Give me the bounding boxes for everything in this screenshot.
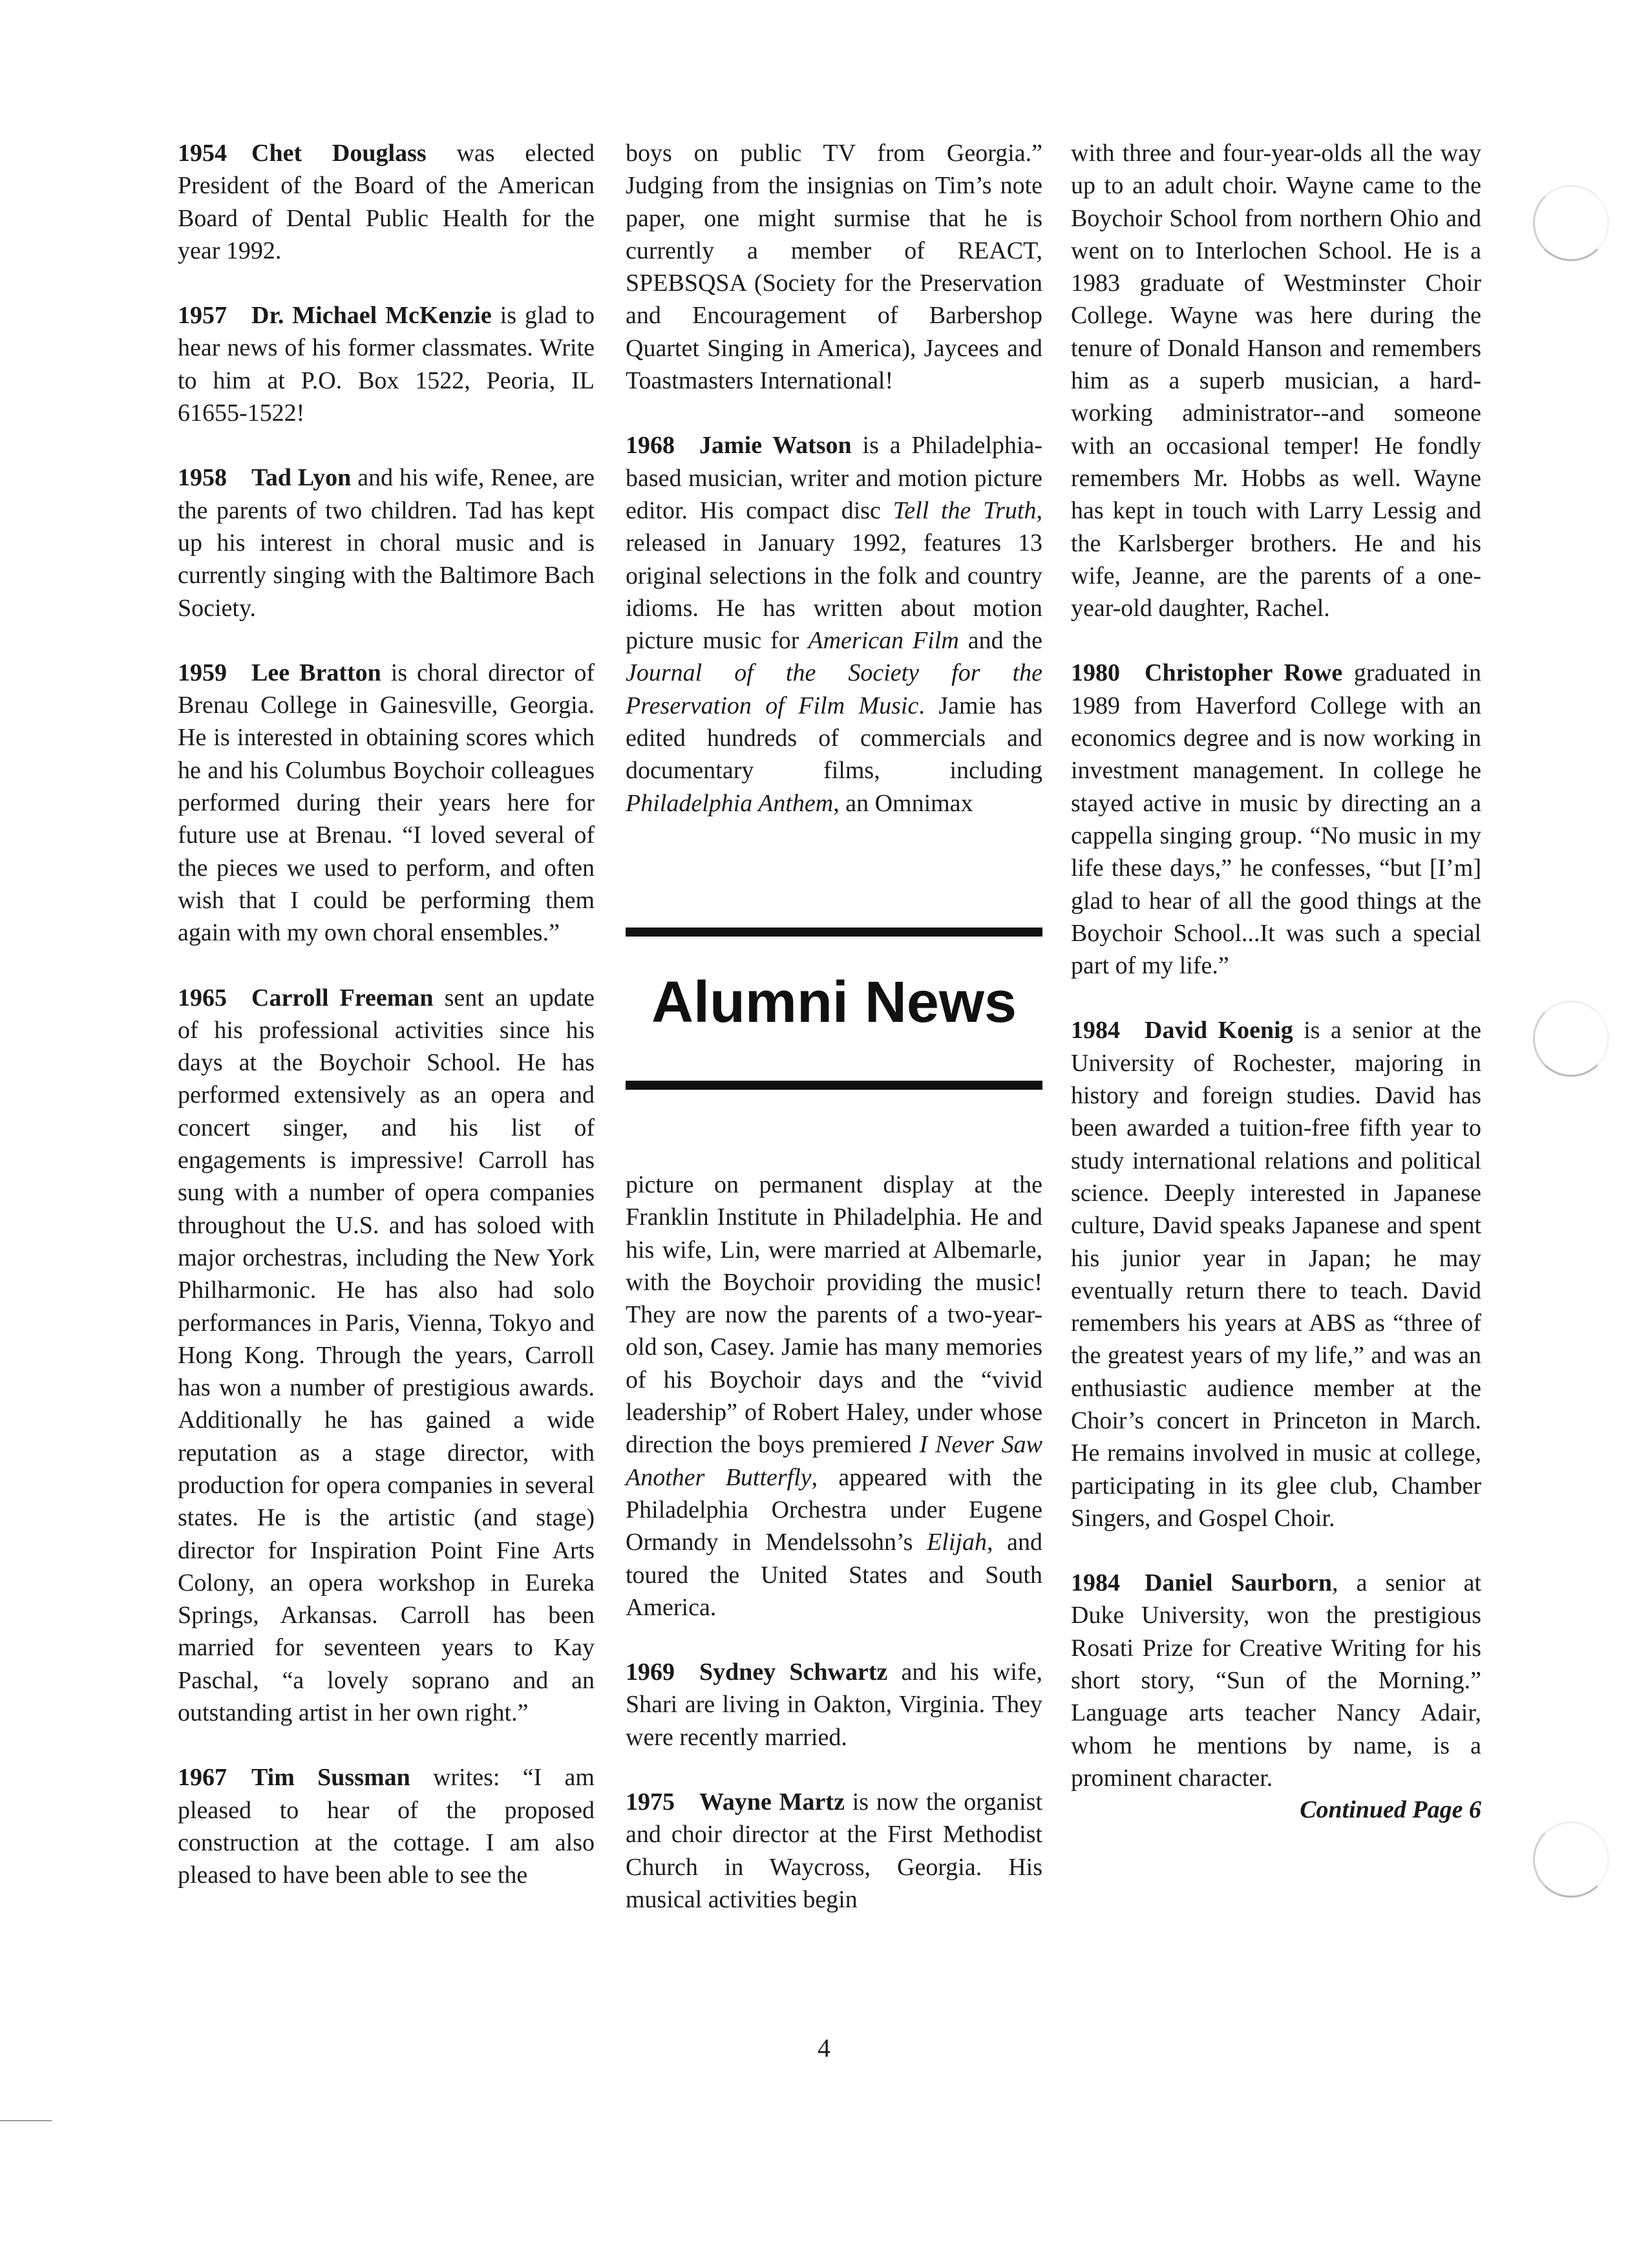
alumni-entry-1975: 1975 Wayne Martz is now the organist and choir director at the First Methodist Church in Waycross, Georgia. His musical activities begin — [626, 1788, 1042, 1913]
masthead-rule-top — [626, 927, 1042, 937]
page-number: 4 — [818, 2033, 830, 2062]
alumni-entry-1965: 1965 Carroll Freeman sent an update of his professional activities since his days at the Boychoir School. He has performed extensively as an opera and concert singer, and his list of engagements is impressive! Carroll has sung with a number of opera companies throughout the U.S. and has soloed with major orchestras, including the New York Philharmonic. He has also had solo performances in Paris, Vienna, Tokyo and Hong Kong. Through the years, Carroll has won a number of prestigious awards. Additionally he has gained a wide reputation as a stage director, with production for opera companies in several states. He is the artistic (and stage) director for Inspiration Point Fine Arts Colony, an opera workshop in Eureka Springs, Arkansas. Carroll has been married for seventeen years to Kay Paschal, “a lovely soprano and an outstanding artist in her own right.” — [178, 984, 595, 1727]
alumni-entry-1984-koenig: 1984 David Koenig is a senior at the University of Rochester, majoring in history and foreign studies. David has been awarded a tuition-free fifth year to study international relations and political science. Deeply interested in Japanese culture, David speaks Japanese and spent his junior year in Japan; he may eventually return there to teach. David remembers his years at ABS as “three of the greatest years of my life,” and was an enthusiastic audience member at the Choir’s concert in Princeton in March. He remains involved in music at college, participating in its glee club, Chamber Singers, and Gospel Choir. — [1071, 1017, 1481, 1532]
column-3 — [1071, 137, 1481, 1794]
masthead-title: Alumni News — [651, 970, 1017, 1035]
column-2-bottom — [626, 1169, 1042, 1948]
alumni-entry-1957: 1957 Dr. Michael McKenzie is glad to hear news of his former classmates. Write to him at P.O. Box 1522, Peoria, IL 61655-1522! — [178, 302, 595, 427]
alumni-entry-1967-cont: boys on public TV from Georgia.” Judging from the insignias on Tim’s note paper, one might surmise that he is currently a member of REACT, SPEBSQSA (Society for the Preservation and Encouragement of Barbershop Quartet Singing in America), Jaycees and Toastmasters International! — [626, 140, 1042, 395]
punch-hole-bottom — [1533, 1821, 1609, 1898]
alumni-entry-1969: 1969 Sydney Schwartz and his wife, Shari are living in Oakton, Virginia. They were recently married. — [626, 1659, 1043, 1751]
alumni-entry-1980: 1980 Christopher Rowe graduated in 1989 from Haverford College with an economics degree and is now working in investment management. In college he stayed active in music by directing an a cappella singing group. “No music in my life these days,” he confesses, “but [I’m] glad to hear of all the good things at the Boychoir School...It was such a special part of my life.” — [1071, 659, 1481, 980]
alumni-entry-1959: 1959 Lee Bratton is choral director of Brenau College in Gainesville, Georgia. He is interested in obtaining scores which he and his Columbus Boychoir colleagues performed during their years here for future use at Brenau. “I loved several of the pieces we used to perform, and often wish that I could be performing them again with my own choral ensembles.” — [178, 659, 595, 947]
column-2-top — [626, 137, 1042, 852]
alumni-entry-1967: 1967 Tim Sussman writes: “I am pleased to hear of the proposed construction at the cottage. I am also pleased to have been able to see the — [178, 1764, 595, 1889]
column-1 — [178, 137, 595, 1924]
alumni-entry-1975-cont: with three and four-year-olds all the way up to an adult choir. Wayne came to the Boychoir School from northern Ohio and went on to Interlochen School. He is a 1983 graduate of Westminster Choir College. Wayne was here during the tenure of Donald Hanson and remembers him as a superb musician, a hard-working administrator--and someone with an occasional temper! He fondly remembers Mr. Hobbs as well. Wayne has kept in touch with Larry Lessig and the Karlsberger brothers. He and his wife, Jeanne, are the parents of a one-year-old daughter, Rachel. — [1071, 140, 1481, 622]
alumni-entry-1954: 1954 Chet Douglass was elected President of the Board of the American Board of Dental Public Health for the year 1992. — [178, 140, 595, 264]
continued-link[interactable]: Continued Page 6 — [1300, 1796, 1481, 1823]
punch-hole-top — [1533, 185, 1609, 261]
alumni-entry-1958: 1958 Tad Lyon and his wife, Renee, are the parents of two children. Tad has kept up his interest in choral music and is currently singing with the Baltimore Bach Society. — [178, 464, 595, 622]
masthead-rule-bottom — [626, 1081, 1042, 1090]
alumni-entry-1968: 1968 Jamie Watson is a Philadelphia-based musician, writer and motion picture editor. His compact disc Tell the Truth, released in January 1992, features 13 original selections in the folk and country idioms. He has written about motion picture music for American Film and the Journal of the Society for the Preservation of Film Music. Jamie has edited hundreds of commercials and documentary films, including Philadelphia Anthem, an Omnimax — [626, 432, 1042, 817]
punch-hole-middle — [1533, 1001, 1609, 1077]
scan-edge-mark — [0, 2120, 52, 2121]
alumni-entry-1968-cont: picture on permanent display at the Franklin Institute in Philadelphia. He and his wife, Lin, were married at Albemarle, with the Boychoir providing the music! They are now the parents of a two-year-old son, Casey. Jamie has many memories of his Boychoir days and the “vivid leadership” of Robert Haley, under whose direction the boys premiered I Never Saw Another Butterfly, appeared with the Philadelphia Orchestra under Eugene Ormandy in Mendelssohn’s Elijah, and toured the United States and South America. — [626, 1171, 1042, 1621]
alumni-entry-1984-saurborn: 1984 Daniel Saurborn, a senior at Duke University, won the prestigious Rosati Prize for Creative Writing for his short story, “Sun of the Morning.” Language arts teacher Nancy Adair, whom he mentions by name, is a prominent character. — [1071, 1569, 1482, 1792]
